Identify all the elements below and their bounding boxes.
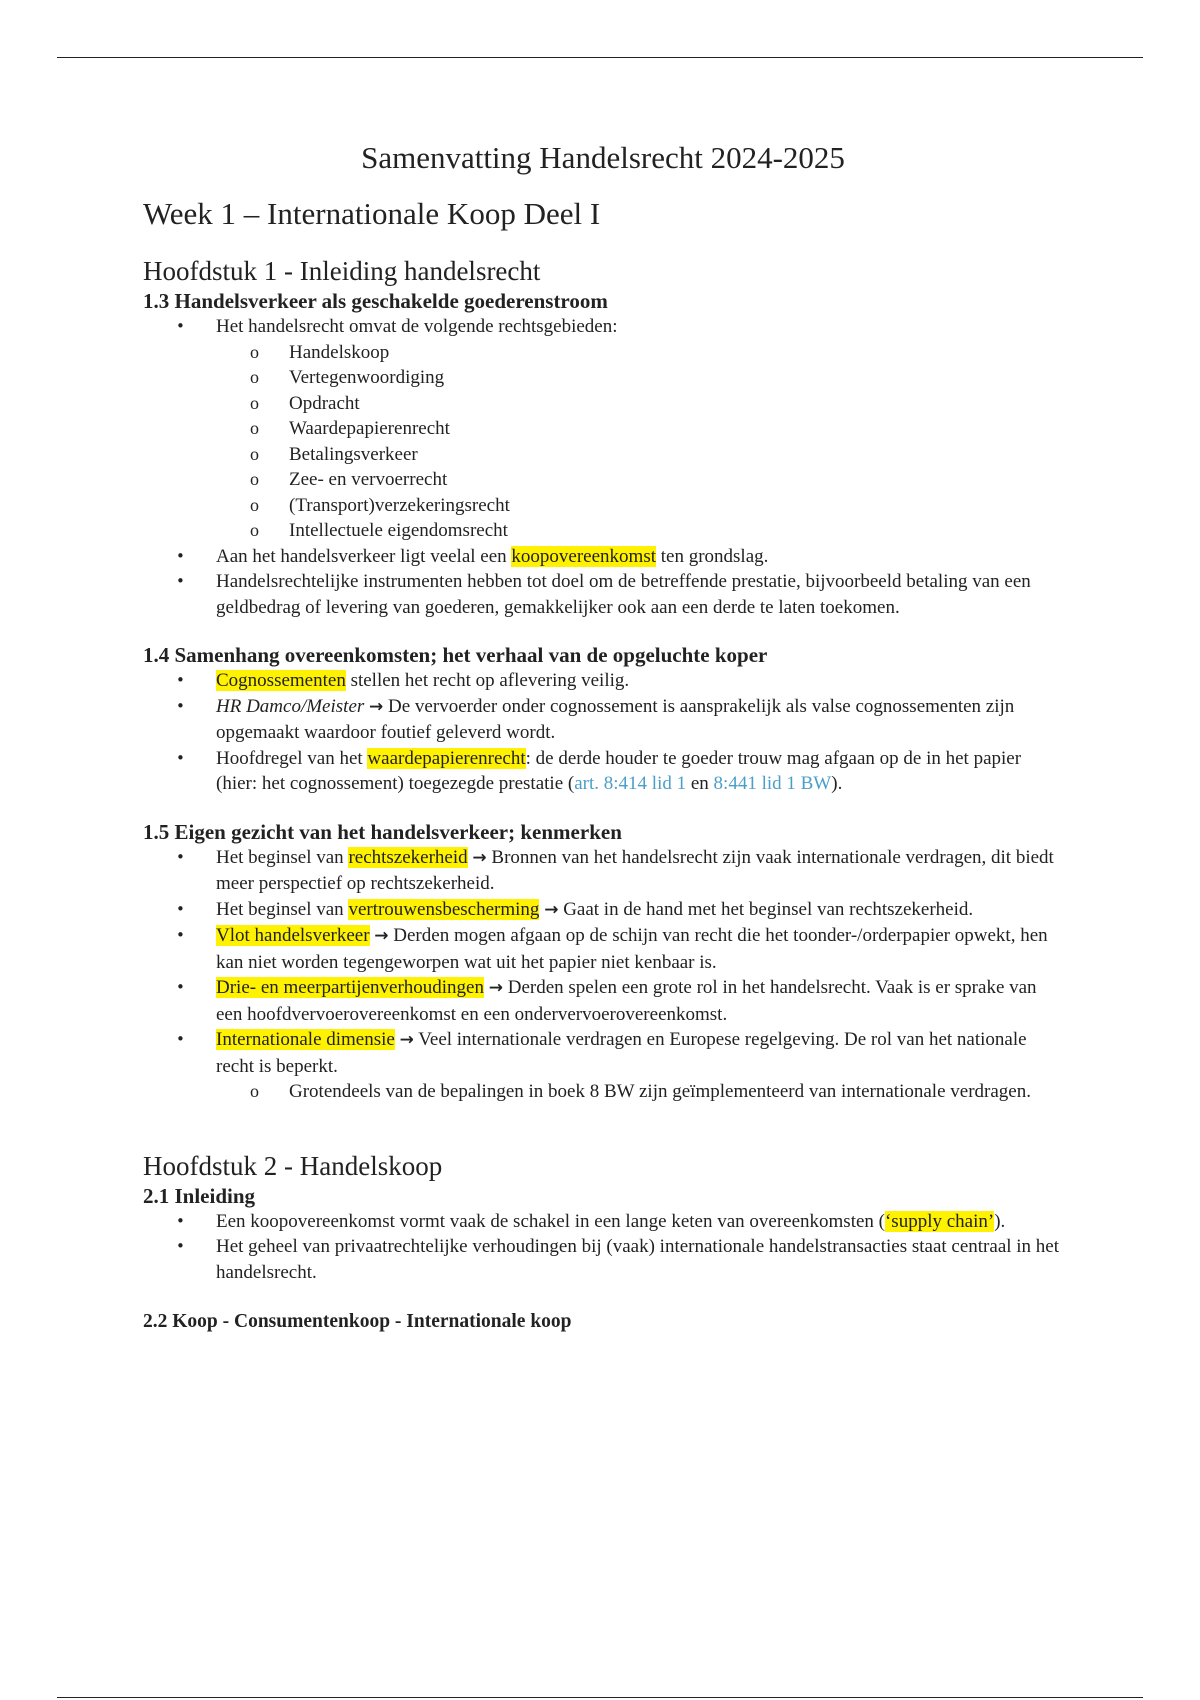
section-1-5-list [143, 845, 1063, 1105]
list-item: o Grotendeels van de bepalingen in boek 8 BW zijn geïmplementeerd van internationale verdragen. [143, 1079, 1063, 1105]
section-1-3-heading: 1.3 Handelsverkeer als geschakelde goederenstroom [143, 289, 608, 313]
arrow-icon: → [369, 696, 384, 717]
list-item: • Handelsrechtelijke instrumenten hebben tot doel om de betreffende prestatie, bijvoorbeeld betaling van een geldbedrag of levering van goederen, gemakkelijker ook aan een derde te laten toekomen. [143, 569, 1063, 620]
header-rule [57, 57, 1143, 58]
section-2-1-list [143, 1209, 1063, 1286]
section-1-5-heading: 1.5 Eigen gezicht van het handelsverkeer; kenmerken [143, 819, 622, 844]
list-item: • Hoofdregel van het waardepapierenrecht: de derde houder te goeder trouw mag afgaan op de in het papier (hier: het cognossement) toegezegde prestatie (art. 8:414 lid 1 en 8:441 lid 1 BW). [143, 746, 1063, 797]
highlight: waardepapierenrecht [367, 747, 526, 769]
list-item: • Een koopovereenkomst vormt vaak de schakel in een lange keten van overeenkomsten (‘supply chain’). [143, 1209, 1063, 1235]
section-2-2-heading: 2.2 Koop - Consumentenkoop - Internationale koop [143, 1311, 572, 1332]
section-1-4-heading: 1.4 Samenhang overeenkomsten; het verhaal van de opgeluchte koper [143, 643, 768, 667]
section-1-4-list [143, 668, 1063, 797]
list-item: o Intellectuele eigendomsrecht [143, 518, 1063, 544]
section-2-1-heading: 2.1 Inleiding [143, 1183, 256, 1208]
list-item: o Opdracht [143, 391, 1063, 417]
list-item: • Het beginsel van vertrouwensbescherming → Gaat in de hand met het beginsel van rechtszekerheid. [143, 897, 1063, 924]
case-name: HR Damco/Meister [216, 695, 365, 717]
list-item: o Handelskoop [143, 340, 1063, 366]
list-item: • Het handelsrecht omvat de volgende rechtsgebieden: o Handelskoop o Vertegenwoordiging o Opdracht o Waardepapierenrecht o Betalingsverkeer o Zee- en vervoerrecht o (Transport)verzekeringsrecht o Intellectuele eigendomsrecht [143, 314, 1063, 544]
highlight: rechtszekerheid [348, 846, 468, 868]
highlight: Internationale dimensie [216, 1029, 395, 1050]
highlight: Vlot handelsverkeer [216, 925, 370, 946]
arrow-icon: → [544, 899, 559, 920]
arrow-icon: → [374, 926, 389, 946]
chapter-2-heading: Hoofdstuk 2 - Handelskoop [143, 1150, 443, 1181]
list-item: • Het beginsel van rechtszekerheid → Bronnen van het handelsrecht zijn vaak internationale verdragen, dit biedt meer perspectief op rechtszekerheid. [143, 845, 1063, 897]
footer-rule [57, 1697, 1143, 1698]
highlight: vertrouwensbescherming [348, 898, 540, 920]
list-item: • Aan het handelsverkeer ligt veelal een koopovereenkomst ten grondslag. [143, 544, 1063, 570]
highlight: Drie- en meerpartijenverhoudingen [216, 977, 484, 998]
chapter-1-heading: Hoofdstuk 1 - Inleiding handelsrecht [143, 256, 541, 286]
highlight: koopovereenkomst [511, 545, 656, 567]
law-reference-link[interactable]: art. 8:414 lid 1 [574, 773, 687, 794]
list-item: • Drie- en meerpartijenverhoudingen → Derden spelen een grote rol in het handelsrecht. Vaak is er sprake van een hoofdvervoerovereenkomst en een ondervervoerovereenkomst. [143, 975, 1063, 1027]
list-item: • Vlot handelsverkeer → Derden mogen afgaan op de schijn van recht die het toonder-/orderpapier opwekt, hen kan niet worden tegengeworpen wat uit het papier niet kenbaar is. [143, 923, 1063, 975]
arrow-icon: → [488, 978, 503, 998]
list-item: • Cognossementen stellen het recht op aflevering veilig. [143, 668, 1063, 694]
section-1-3-list [143, 314, 1063, 620]
highlight: ‘supply chain’ [884, 1210, 995, 1232]
list-item: o Vertegenwoordiging [143, 365, 1063, 391]
week-heading: Week 1 – Internationale Koop Deel I [143, 196, 601, 231]
highlight: Cognossementen [216, 670, 346, 691]
list-item: o Betalingsverkeer [143, 442, 1063, 468]
arrow-icon: → [472, 847, 487, 868]
document-body [143, 140, 1063, 1335]
list-item: • Internationale dimensie → Veel internationale verdragen en Europese regelgeving. De rol van het nationale recht is beperkt. o Grotendeels van de bepalingen in boek 8 BW zijn geïmplementeerd van internationale verdragen. [143, 1027, 1063, 1105]
law-reference-link[interactable]: 8:441 lid 1 BW [713, 773, 832, 794]
legal-areas-list [216, 340, 1063, 544]
list-item: • Het geheel van privaatrechtelijke verhoudingen bij (vaak) internationale handelstransacties staat centraal in het handelsrecht. [143, 1234, 1063, 1285]
list-item: o Waardepapierenrecht [143, 416, 1063, 442]
list-item: o Zee- en vervoerrecht [143, 467, 1063, 493]
arrow-icon: → [399, 1030, 414, 1050]
list-item: o (Transport)verzekeringsrecht [143, 493, 1063, 519]
sub-list [216, 1079, 1063, 1105]
document-title: Samenvatting Handelsrecht 2024-2025 [361, 140, 845, 175]
list-item: • HR Damco/Meister → De vervoerder onder cognossement is aansprakelijk als valse cognossementen zijn opgemaakt waardoor foutief geleverd wordt. [143, 694, 1063, 746]
